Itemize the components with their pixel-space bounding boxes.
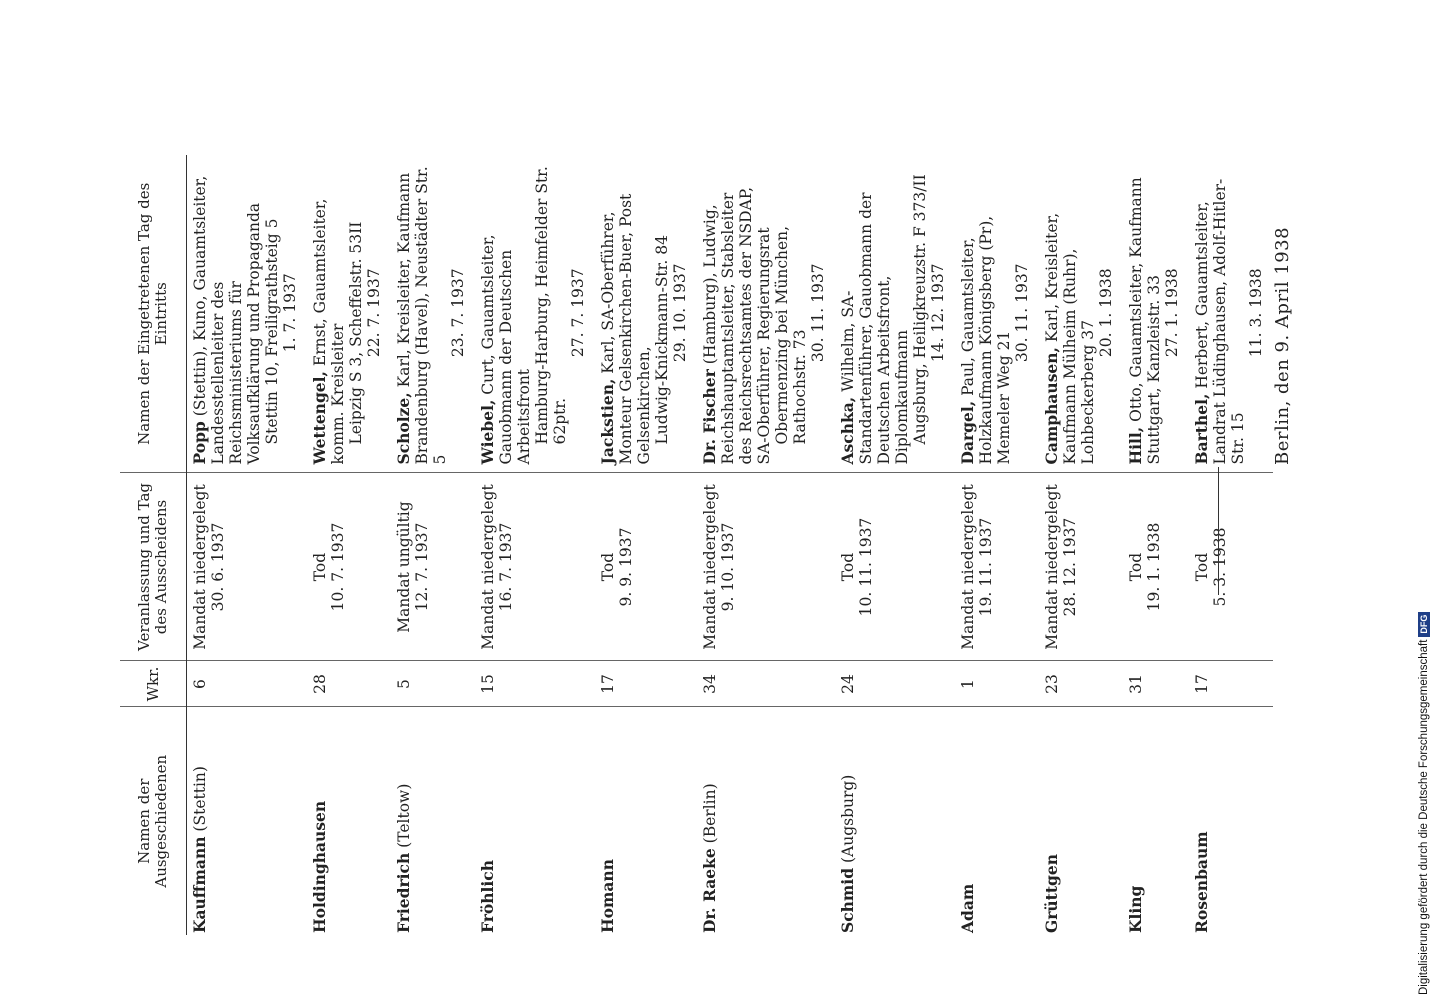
entered-address: Stettin 10, Freiligrathsteig 5 <box>263 218 281 445</box>
entered-name: Wettengel, <box>310 371 329 465</box>
reason-date: 12. 7. 1937 <box>413 522 431 612</box>
table-row <box>595 155 697 935</box>
reason-date: 9. 9. 1937 <box>617 527 635 607</box>
reason-text: Tod <box>311 552 329 582</box>
table-row <box>1039 155 1123 935</box>
entered-date: 23. 7. 1937 <box>449 268 467 358</box>
district-cell: 34 <box>697 661 835 707</box>
reason-cell <box>595 473 697 661</box>
departed-name: Kling <box>1126 885 1145 933</box>
entered-description: Karl, Kreisleiter, Kaufmann Mülheim (Ruhr), Lohbeckerberg 37 <box>1043 212 1097 465</box>
departed-cell <box>595 707 697 935</box>
departed-cell <box>187 707 308 935</box>
district-cell: 5 <box>391 661 475 707</box>
entered-description: (Stettin), Kuno, Gauamtsleiter, Landesstellenleiter des Reichsministeriums für Volksaufklärung und Propaganda <box>191 175 263 465</box>
entered-name: Camphausen, <box>1042 347 1061 465</box>
departed-name: Holdinghausen <box>310 800 329 933</box>
entered-date: 29. 10. 1937 <box>671 263 689 363</box>
reason-date: 10. 11. 1937 <box>857 517 875 617</box>
entered-cell <box>835 155 955 473</box>
reason-text: Tod <box>1193 552 1211 582</box>
reason-text: Mandat ungültig <box>395 501 413 633</box>
table-row <box>307 155 391 935</box>
entered-description: Karl, Kreisleiter, Kaufmann Brandenburg (Havel), Neustädter Str. 5 <box>395 166 449 465</box>
table-body <box>187 155 1274 935</box>
header-departed: Namen der Ausgeschiedenen <box>120 707 187 935</box>
table-row <box>697 155 835 935</box>
reason-date: 19. 1. 1938 <box>1145 522 1163 612</box>
departed-name: Friedrich <box>394 852 413 933</box>
departed-cell <box>1123 707 1189 935</box>
entered-name: Dargel, <box>958 400 977 465</box>
reason-text: Mandat niedergelegt <box>1043 484 1061 650</box>
entered-name: Hill, <box>1126 426 1145 465</box>
entered-address: Obermenzing bei München, Rathochstr. 73 <box>773 225 809 445</box>
entered-cell <box>595 155 697 473</box>
departed-cell <box>475 707 595 935</box>
departed-cell <box>835 707 955 935</box>
reason-date: 5. 3. 1938 <box>1211 527 1229 607</box>
entered-date: 27. 7. 1937 <box>569 268 587 358</box>
reason-cell <box>835 473 955 661</box>
digitization-credit <box>1418 612 1430 995</box>
departed-place: (Stettin) <box>191 766 209 832</box>
entered-date: 30. 11. 1937 <box>1013 263 1031 363</box>
district-cell: 17 <box>595 661 697 707</box>
reason-text: Tod <box>599 552 617 582</box>
entered-cell <box>955 155 1039 473</box>
entered-cell <box>391 155 475 473</box>
departed-name: Homann <box>598 859 617 933</box>
header-entered: Namen der Eingetretenen Tag des Eintritts <box>120 155 187 473</box>
entered-description: (Hamburg), Ludwig, Reichshauptamtsleiter, Stabsleiter des Reichsrechtsamtes der NSDAP, SA-Oberführer, Regierungsrat <box>701 187 773 465</box>
rotated-page <box>120 135 1293 935</box>
departed-name: Adam <box>958 883 977 933</box>
entered-date: 27. 1. 1938 <box>1163 268 1181 358</box>
table-row <box>187 155 308 935</box>
members-change-table <box>120 155 1273 935</box>
departed-name: Kauffmann <box>190 836 209 933</box>
entered-description: Curt, Gauamtsleiter, Gauobmann der Deutschen Arbeitsfront <box>479 234 533 465</box>
reason-cell <box>307 473 391 661</box>
entered-cell <box>475 155 595 473</box>
table-row <box>835 155 955 935</box>
district-cell: 1 <box>955 661 1039 707</box>
entered-description: Wilhelm, SA-Standartenführer, Gauobmann der Deutschen Arbeitsfront, Diplomkaufmann <box>839 192 911 465</box>
reason-cell <box>1039 473 1123 661</box>
table-row <box>955 155 1039 935</box>
footer-rule <box>1218 467 1219 595</box>
departed-name: Fröhlich <box>478 860 497 933</box>
entered-cell <box>307 155 391 473</box>
entered-name: Scholze, <box>394 392 413 465</box>
departed-cell <box>1039 707 1123 935</box>
entered-date: 22. 7. 1937 <box>365 268 383 358</box>
reason-cell <box>1123 473 1189 661</box>
dfg-logo: DFG <box>1418 612 1430 637</box>
reason-date: 28. 12. 1937 <box>1061 517 1079 617</box>
entered-address: Ludwig-Knickmann-Str. 84 <box>653 235 671 445</box>
table-row <box>1123 155 1189 935</box>
district-cell: 6 <box>187 661 308 707</box>
entered-cell <box>1189 155 1273 473</box>
entered-cell <box>697 155 835 473</box>
departed-name: Dr. Raeke <box>700 848 719 933</box>
reason-text: Mandat niedergelegt <box>701 484 719 650</box>
reason-cell <box>955 473 1039 661</box>
district-cell: 24 <box>835 661 955 707</box>
entered-name: Dr. Fischer <box>700 369 719 465</box>
reason-text: Mandat niedergelegt <box>479 484 497 650</box>
entered-description: Herbert, Gauamtsleiter, Landrat Lüdinghausen, Adolf-Hitler-Str. 15 <box>1193 178 1247 465</box>
entered-date: 14. 12. 1937 <box>929 263 947 363</box>
district-cell: 23 <box>1039 661 1123 707</box>
departed-cell <box>1189 707 1273 935</box>
departed-place: (Augsburg) <box>839 774 857 864</box>
district-cell: 17 <box>1189 661 1273 707</box>
reason-date: 10. 7. 1937 <box>329 522 347 612</box>
entered-name: Popp <box>190 421 209 465</box>
entered-address: Hamburg-Harburg, Heimfelder Str. 62ptr. <box>533 166 569 445</box>
credit-text: Digitalisierung gefördert durch die Deutsche Forschungsgemeinschaft <box>1418 639 1431 995</box>
table-row <box>391 155 475 935</box>
reason-date: 9. 10. 1937 <box>719 522 737 612</box>
entered-description: Ernst, Gauamtsleiter, komm. Kreisleiter <box>311 198 347 465</box>
departed-name: Grüttgen <box>1042 854 1061 933</box>
reason-text: Mandat niedergelegt <box>959 484 977 650</box>
entered-date: 1. 7. 1937 <box>281 273 299 353</box>
reason-text: Tod <box>1127 552 1145 582</box>
entered-cell <box>1123 155 1189 473</box>
entered-name: Jackstien, <box>598 378 617 465</box>
entered-date: 30. 11. 1937 <box>809 263 827 363</box>
district-cell: 31 <box>1123 661 1189 707</box>
departed-cell <box>697 707 835 935</box>
reason-cell <box>697 473 835 661</box>
footer-place-date: Berlin, den 9. April 1938 <box>1272 226 1293 465</box>
departed-name: Rosenbaum <box>1192 831 1211 933</box>
reason-cell <box>475 473 595 661</box>
entered-description: Otto, Gauamtsleiter, Kaufmann Stuttgart, Kanzleistr. 33 <box>1127 177 1163 465</box>
entered-name: Wiebel, <box>478 399 497 465</box>
reason-text: Tod <box>839 552 857 582</box>
header-district: Wkr. <box>120 661 187 707</box>
entered-date: 11. 3. 1938 <box>1247 268 1265 358</box>
entered-date: 20. 1. 1938 <box>1097 268 1115 358</box>
reason-cell <box>391 473 475 661</box>
departed-cell <box>391 707 475 935</box>
departed-cell <box>307 707 391 935</box>
entered-name: Aschka, <box>838 396 857 465</box>
reason-cell <box>1189 473 1273 661</box>
entered-address: Leipzig S 3, Scheffelstr. 53II <box>347 221 365 445</box>
entered-name: Barthel, <box>1192 393 1211 465</box>
departed-place: (Berlin) <box>701 783 719 844</box>
departed-name: Schmid <box>838 867 857 933</box>
table-row <box>475 155 595 935</box>
district-cell: 15 <box>475 661 595 707</box>
entered-description: Paul, Gauamtsleiter, Holzkaufmann Königsberg (Pr), Memeler Weg 21 <box>959 215 1013 465</box>
entered-cell <box>187 155 308 473</box>
entered-description: Karl, SA-Oberführer, Monteur Gelsenkirchen-Buer, Post Gelsenkirchen, <box>599 193 653 465</box>
header-reason: Veranlassung und Tag des Ausscheidens <box>120 473 187 661</box>
district-cell: 28 <box>307 661 391 707</box>
departed-place: (Teltow) <box>395 783 413 848</box>
entered-address: Augsburg, Heiligkreuzstr. F 373/II <box>911 174 929 445</box>
reason-cell <box>187 473 308 661</box>
table-header-row <box>120 155 187 935</box>
reason-text: Mandat niedergelegt <box>191 484 209 650</box>
departed-cell <box>955 707 1039 935</box>
reason-date: 19. 11. 1937 <box>977 517 995 617</box>
reason-date: 30. 6. 1937 <box>209 522 227 612</box>
entered-cell <box>1039 155 1123 473</box>
table-row <box>1189 155 1273 935</box>
reason-date: 16. 7. 1937 <box>497 522 515 612</box>
